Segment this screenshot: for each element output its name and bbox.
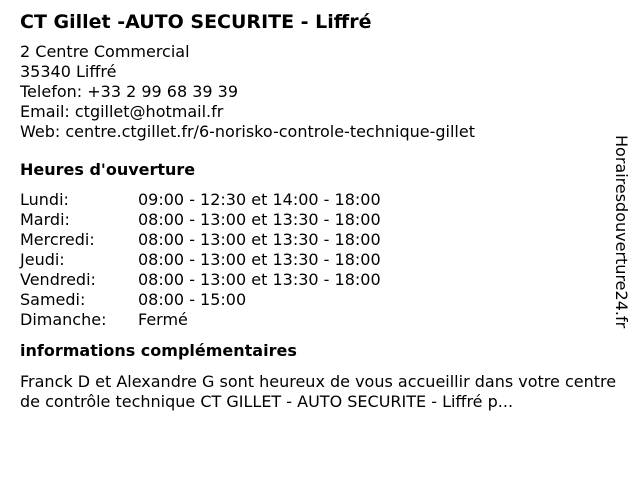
hours-row-dimanche: [20, 310, 620, 330]
hours-heading: Heures d'ouverture: [20, 160, 196, 179]
hours-row-samedi: [20, 290, 620, 310]
hours-day: Mardi:: [20, 210, 70, 229]
hours-time: 08:00 - 15:00: [138, 290, 247, 309]
hours-time: 08:00 - 13:00 et 13:30 - 18:00: [138, 250, 381, 269]
phone-line: Telefon: +33 2 99 68 39 39: [20, 82, 239, 101]
hours-day: Samedi:: [20, 290, 86, 309]
email-line: Email: ctgillet@hotmail.fr: [20, 102, 224, 121]
hours-row-mercredi: [20, 230, 620, 250]
hours-time: Fermé: [138, 310, 188, 329]
hours-row-lundi: [20, 190, 620, 210]
hours-day: Mercredi:: [20, 230, 95, 249]
business-title: CT Gillet -AUTO SECURITE - Liffré: [20, 11, 372, 33]
business-card: [20, 8, 620, 412]
site-watermark: Horairesdouverture24.fr: [612, 135, 631, 329]
hours-day: Lundi:: [20, 190, 69, 209]
hours-row-jeudi: [20, 250, 620, 270]
web-line: Web: centre.ctgillet.fr/6-norisko-controle-technique-gillet: [20, 122, 475, 141]
hours-row-vendredi: [20, 270, 620, 290]
hours-table: [20, 190, 620, 330]
hours-time: 09:00 - 12:30 et 14:00 - 18:00: [138, 190, 381, 209]
info-heading: informations complémentaires: [20, 341, 297, 360]
hours-row-mardi: [20, 210, 620, 230]
hours-day: Jeudi:: [20, 250, 65, 269]
address-city: 35340 Liffré: [20, 62, 117, 81]
hours-time: 08:00 - 13:00 et 13:30 - 18:00: [138, 210, 381, 229]
address-block: [20, 42, 620, 142]
info-description: Franck D et Alexandre G sont heureux de vous accueillir dans votre centre de contrôle technique CT GILLET - AUTO SECURITE - Liffré p...: [20, 372, 617, 411]
hours-day: Dimanche:: [20, 310, 107, 329]
hours-day: Vendredi:: [20, 270, 96, 289]
hours-time: 08:00 - 13:00 et 13:30 - 18:00: [138, 270, 381, 289]
hours-time: 08:00 - 13:00 et 13:30 - 18:00: [138, 230, 381, 249]
address-street: 2 Centre Commercial: [20, 42, 190, 61]
